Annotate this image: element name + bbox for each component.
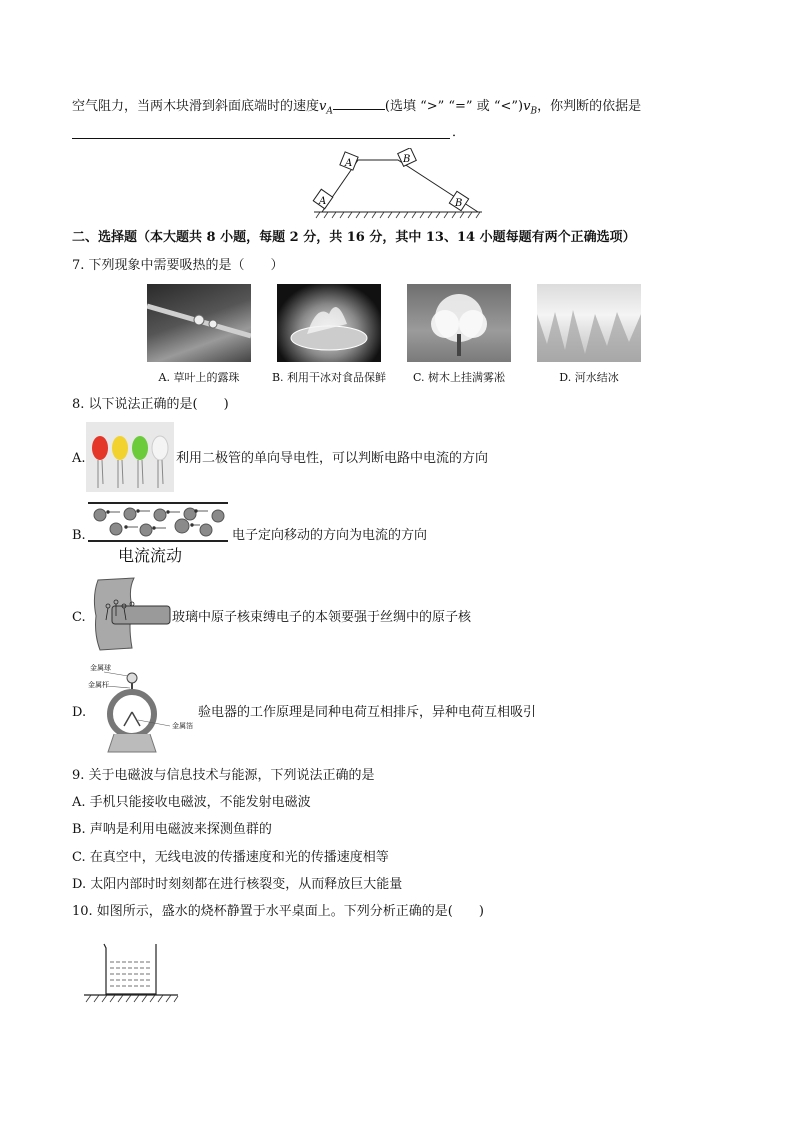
q6-answer-blank-1[interactable] xyxy=(333,95,385,110)
metal-ball xyxy=(127,673,137,683)
q9-option-a[interactable]: A. 手机只能接收电磁波，不能发射电磁波 xyxy=(72,795,311,810)
q8-option-d-text: 验电器的工作原理是同种电荷互相排斥，异种电荷互相吸引 xyxy=(198,705,537,720)
vb-subscript: B xyxy=(530,106,538,117)
led-photo xyxy=(86,422,174,492)
beaker-figure xyxy=(82,940,182,1004)
electroscope-figure xyxy=(84,664,200,756)
label-a-bottom: A xyxy=(319,196,327,207)
beaker xyxy=(104,944,156,994)
q6-line1 xyxy=(72,95,641,121)
electron-flow-figure xyxy=(88,500,228,544)
q8-option-b-label[interactable]: B. xyxy=(72,528,86,543)
q7-photo-a-dewdrops xyxy=(147,284,251,362)
label-a-top: A xyxy=(345,158,353,169)
label-metal-rod: 金属杆 xyxy=(88,681,109,689)
vb-symbol: v xyxy=(523,99,531,114)
q9-option-d[interactable]: D. 太阳内部时时刻刻都在进行核裂变，从而释放巨大能量 xyxy=(72,877,403,892)
q10-stem: 10. 如图所示，盛水的烧杯静置于水平桌面上。下列分析正确的是( ) xyxy=(72,904,484,919)
q8-stem: 8. 以下说法正确的是( ) xyxy=(72,397,229,412)
label-metal-ball: 金属球 xyxy=(90,664,111,672)
q8-option-a-text: 利用二极管的单向导电性，可以判断电路中电流的方向 xyxy=(176,451,489,466)
q7-photo-c-rime xyxy=(407,284,511,362)
va-subscript: A xyxy=(326,106,333,117)
q8-option-c-label[interactable]: C. xyxy=(72,610,86,625)
q8-option-a-label[interactable]: A. xyxy=(72,451,86,466)
label-b-bottom: B xyxy=(455,198,463,209)
tabletop-hatch xyxy=(86,995,178,1002)
current-flow-caption: 电流流动 xyxy=(118,546,183,565)
q8-option-d-label[interactable]: D. xyxy=(72,705,87,720)
q7-stem: 7. 下列现象中需要吸热的是（ ） xyxy=(72,258,284,273)
q7-option-a[interactable]: A. 草叶上的露珠 xyxy=(158,371,240,384)
q6-end-mark: ． xyxy=(452,125,466,140)
q8-option-b-text: 电子定向移动的方向为电流的方向 xyxy=(232,528,428,543)
water-surface xyxy=(110,962,152,986)
q9-option-b[interactable]: B. 声呐是利用电磁波来探测鱼群的 xyxy=(72,822,272,837)
q7-photo-b-dry-ice xyxy=(277,284,381,362)
incline-figure xyxy=(310,148,490,220)
q6-text-b: (选填 “>” “=” 或 “<”) xyxy=(384,99,524,114)
q7-photo-d-ice xyxy=(537,284,641,362)
va-symbol: v xyxy=(319,99,327,114)
label-metal-foil: 金属箔 xyxy=(172,722,193,730)
q7-option-c[interactable]: C. 树木上挂满雾凇 xyxy=(412,371,506,384)
q6-answer-blank-2[interactable] xyxy=(72,138,450,139)
q9-option-c[interactable]: C. 在真空中，无线电波的传播速度和光的传播速度相等 xyxy=(72,850,389,865)
q6-text-c: ，你判断的依据是 xyxy=(537,99,642,114)
label-b-top: B xyxy=(403,154,411,165)
q9-stem: 9. 关于电磁波与信息技术与能源，下列说法正确的是 xyxy=(72,768,375,783)
q6-text-a: 空气阻力，当两木块滑到斜面底端时的速度 xyxy=(72,99,320,114)
ground-hatch xyxy=(316,212,480,218)
q8-option-c-text: 玻璃中原子核束缚电子的本领要强于丝绸中的原子核 xyxy=(172,610,472,625)
section2-heading: 二、选择题（本大题共 8 小题，每题 2 分，共 16 分，其中 13、14 小题每题有两个正确选项） xyxy=(72,230,636,245)
q7-option-d[interactable]: D. 河水结冰 xyxy=(559,371,619,384)
q7-option-b[interactable]: B. 利用干冰对食品保鲜 xyxy=(271,371,387,384)
glass-rod-silk-figure xyxy=(88,576,172,652)
